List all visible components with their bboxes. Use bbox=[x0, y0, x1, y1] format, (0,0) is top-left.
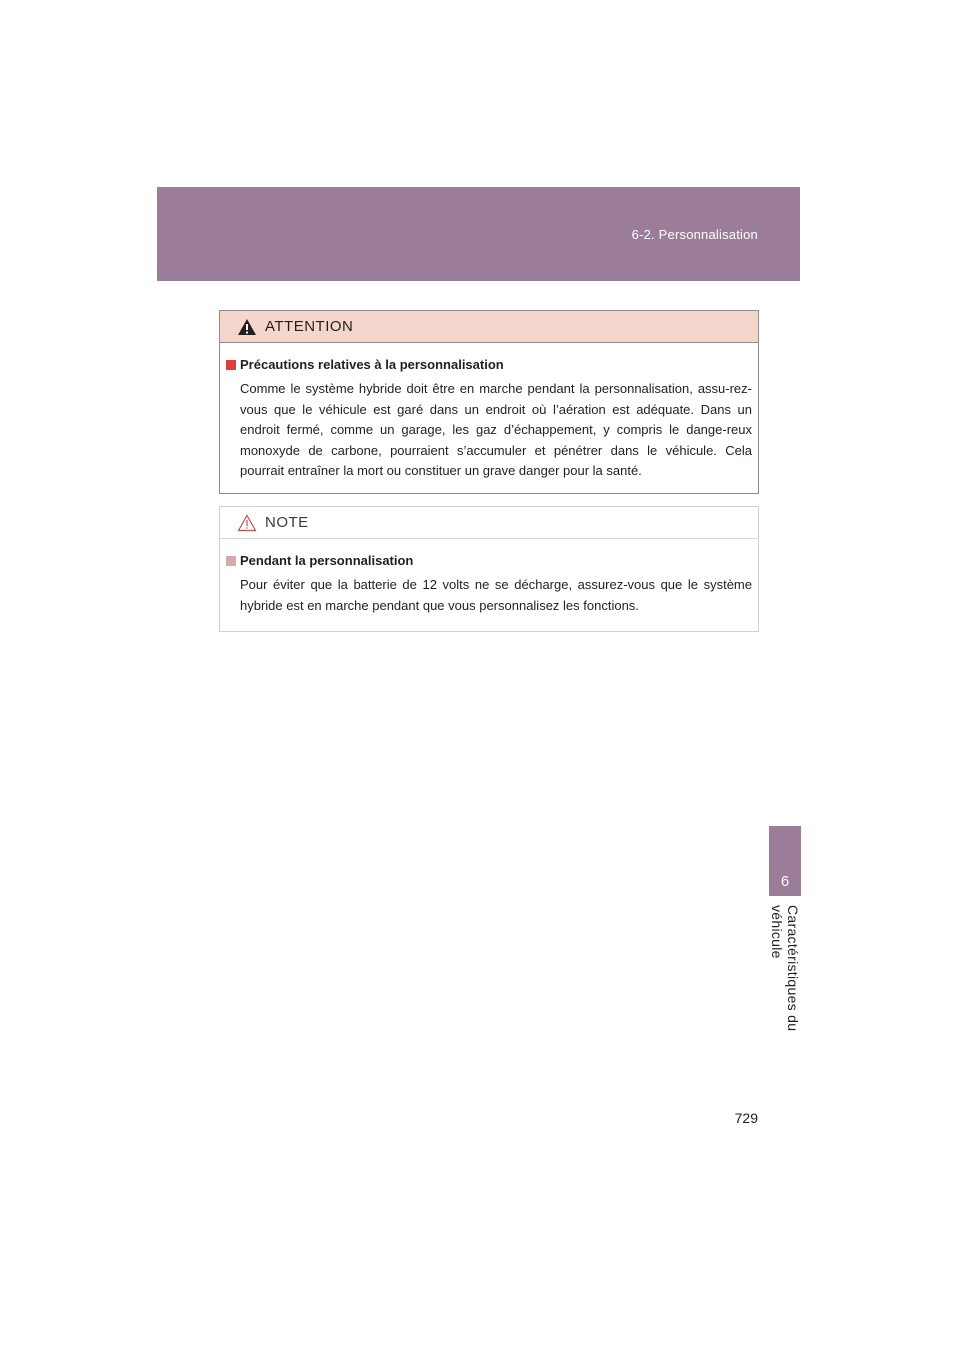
header-band bbox=[157, 187, 800, 281]
chapter-tab bbox=[769, 826, 801, 896]
note-subheading bbox=[226, 553, 752, 568]
note-subheading-text: Pendant la personnalisation bbox=[240, 553, 414, 568]
chapter-number: 6 bbox=[780, 873, 790, 890]
note-body bbox=[220, 539, 758, 616]
attention-subheading bbox=[226, 357, 752, 372]
square-bullet-icon bbox=[226, 556, 236, 566]
note-box bbox=[219, 506, 759, 632]
warning-triangle-outline-icon bbox=[237, 514, 257, 532]
warning-triangle-icon bbox=[237, 318, 257, 336]
attention-header bbox=[220, 311, 758, 343]
chapter-title: Caractéristiques du véhicule bbox=[769, 905, 801, 1032]
attention-text: Comme le système hybride doit être en marche pendant la personnalisation, assu-rez-vous que le véhicule est garé dans un endroit où l’aération est adéquate. Dans un endroit fermé, comme un garage, les gaz d’échappement, y compris le dange-reux monoxyde de carbone, pourraient s’accumuler et pénétrer dans le véhicule. Cela pourrait entraîner la mort ou constituer un grave danger pour la santé. bbox=[240, 381, 752, 478]
note-header bbox=[220, 507, 758, 539]
attention-title: ATTENTION bbox=[265, 318, 354, 335]
page-number: 729 bbox=[734, 1110, 758, 1126]
section-title: 6-2. Personnalisation bbox=[631, 227, 758, 242]
attention-box bbox=[219, 310, 759, 494]
note-text: Pour éviter que la batterie de 12 volts ne se décharge, assurez-vous que le système hybride est en marche pendant que vous personnalisez les fonctions. bbox=[240, 577, 752, 613]
note-title: NOTE bbox=[265, 514, 309, 531]
attention-subheading-text: Précautions relatives à la personnalisation bbox=[240, 357, 504, 372]
attention-body bbox=[220, 343, 758, 482]
square-bullet-icon bbox=[226, 360, 236, 370]
